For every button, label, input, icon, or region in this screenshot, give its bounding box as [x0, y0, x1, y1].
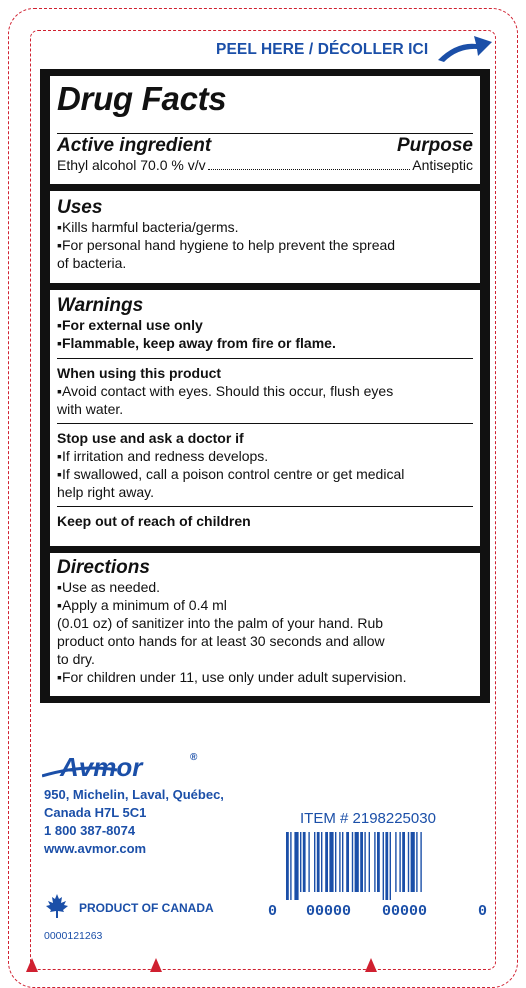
peel-label[interactable]: PEEL HERE / DÉCOLLER ICI: [216, 41, 429, 58]
address-line: 950, Michelin, Laval, Québec,: [44, 787, 224, 802]
barcode-bar: [355, 832, 359, 892]
barcode-bar: [364, 832, 365, 892]
barcode-bar: [385, 832, 388, 900]
uses-heading: Uses: [57, 197, 103, 218]
warning-line: ▪For external use only: [57, 317, 203, 333]
barcode-bar: [411, 832, 415, 892]
barcode-bar: [420, 832, 421, 892]
warning-line: ▪Flammable, keep away from fire or flame.: [57, 335, 336, 351]
barcode-bar: [416, 832, 417, 892]
barcode: [286, 832, 486, 900]
registered-mark: ®: [190, 752, 198, 763]
when-using-line: ▪Avoid contact with eyes. Should this occur, flush eyes: [57, 383, 394, 399]
uses-section: [50, 191, 480, 283]
barcode-bar: [300, 832, 301, 892]
divider: [57, 358, 473, 359]
warnings-section: [50, 290, 480, 546]
address-line: Canada H7L 5C1: [44, 805, 147, 820]
drug-facts-title: Drug Facts: [57, 80, 227, 117]
barcode-bar: [360, 832, 363, 892]
keep-out-warning: Keep out of reach of children: [57, 513, 251, 529]
barcode-bar: [321, 832, 322, 892]
company-address: [44, 786, 224, 858]
directions-line: ▪Apply a minimum of 0.4 ml: [57, 597, 227, 613]
directions-line: (0.01 oz) of sanitizer into the palm of your hand. Rub: [57, 615, 384, 631]
stop-use-line: ▪If swallowed, call a poison control centre or get medical: [57, 466, 405, 482]
cut-marker-icon: [26, 958, 38, 972]
barcode-bar: [377, 832, 380, 892]
directions-line: to dry.: [57, 651, 95, 667]
stop-use-line: ▪If irritation and redness develops.: [57, 448, 269, 464]
product-origin: PRODUCT OF CANADA: [79, 901, 214, 915]
cut-marker-icon: [150, 958, 162, 972]
dot-leader: [208, 169, 411, 170]
warnings-heading: Warnings: [57, 295, 144, 316]
barcode-bar: [325, 832, 328, 892]
barcode-bar: [335, 832, 336, 892]
barcode-bar: [395, 832, 396, 892]
when-using-heading: When using this product: [57, 365, 222, 381]
barcode-bar: [294, 832, 298, 900]
barcode-bar: [342, 832, 343, 892]
peel-arrow-icon: [436, 32, 494, 64]
barcode-left-digit: 0: [268, 903, 278, 920]
website-link[interactable]: www.avmor.com: [44, 841, 147, 856]
divider: [57, 506, 473, 507]
label-code: 0000121263: [44, 930, 103, 942]
barcode-bar: [352, 832, 353, 892]
drug-facts-header: [50, 76, 480, 184]
uses-line: of bacteria.: [57, 255, 127, 271]
directions-section: [50, 553, 480, 696]
barcode-bar: [369, 832, 370, 892]
brand-name: Avmor: [60, 752, 143, 782]
barcode-bar: [339, 832, 340, 892]
barcode-bar: [286, 832, 289, 900]
barcode-bar: [290, 832, 291, 900]
barcode-right-digit: 0: [478, 903, 488, 920]
divider: [57, 133, 473, 134]
active-ingredient-heading: Active ingredient: [57, 135, 212, 156]
barcode-bar: [374, 832, 375, 892]
directions-line: ▪For children under 11, use only under adult supervision.: [57, 669, 407, 685]
barcode-bar: [308, 832, 309, 892]
phone-number: 1 800 387-8074: [44, 823, 136, 838]
barcode-bar: [402, 832, 405, 892]
barcode-bar: [314, 832, 315, 892]
uses-line: ▪For personal hand hygiene to help prevent the spread: [57, 237, 396, 253]
ingredient-text: Ethyl alcohol 70.0 % v/v: [57, 157, 206, 173]
barcode-bar: [329, 832, 333, 892]
directions-line: product onto hands for at least 30 seconds and allow: [57, 633, 385, 649]
barcode-bar: [317, 832, 320, 892]
purpose-text: Antiseptic: [412, 157, 473, 173]
uses-line: ▪Kills harmful bacteria/germs.: [57, 219, 239, 235]
cut-marker-icon: [365, 958, 377, 972]
purpose-heading: Purpose: [396, 135, 473, 156]
stop-use-line: help right away.: [57, 484, 155, 500]
barcode-group-2: 00000: [382, 903, 428, 920]
barcode-bar: [303, 832, 306, 892]
drug-facts-panel: [40, 69, 490, 703]
directions-heading: Directions: [57, 557, 150, 578]
barcode-bar: [399, 832, 400, 892]
avmor-logo: [42, 750, 192, 784]
barcode-bar: [390, 832, 391, 900]
directions-line: ▪Use as needed.: [57, 579, 161, 595]
when-using-line: with water.: [57, 401, 124, 417]
barcode-bar: [346, 832, 349, 892]
stop-use-heading: Stop use and ask a doctor if: [57, 430, 244, 446]
divider: [57, 423, 473, 424]
item-number: ITEM # 2198225030: [300, 810, 436, 827]
barcode-bar: [383, 832, 384, 900]
barcode-group-1: 00000: [306, 903, 352, 920]
barcode-bar: [408, 832, 409, 892]
maple-leaf-icon: [44, 893, 70, 919]
